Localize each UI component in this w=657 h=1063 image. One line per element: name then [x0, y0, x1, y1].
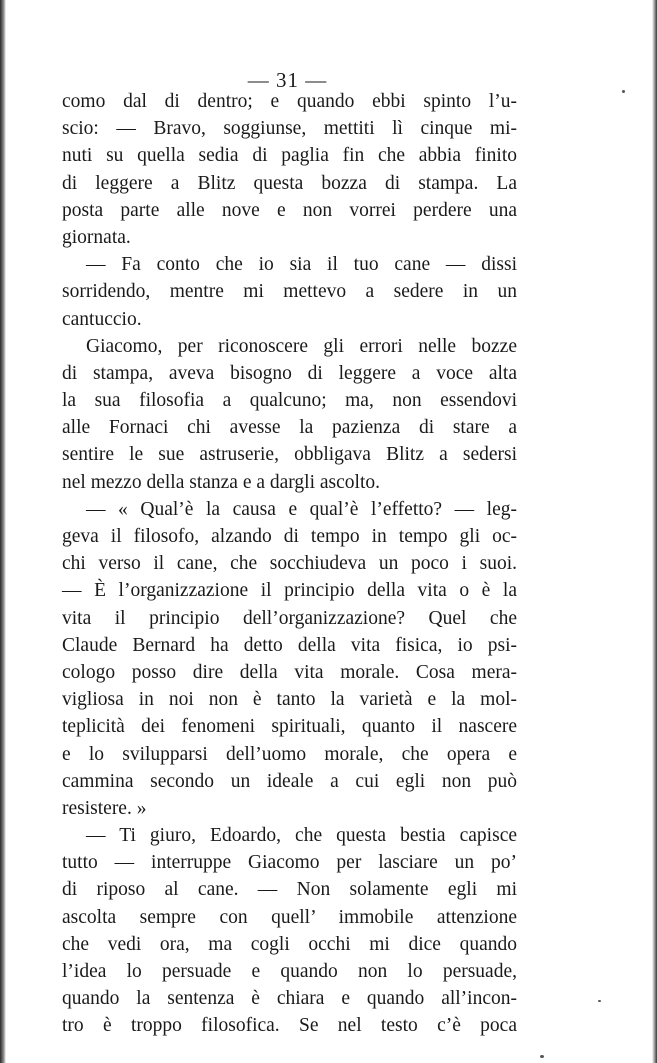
text-line: vita il principio dell’organizzazione? Quel che — [62, 607, 517, 629]
text-line: — « Qual’è la causa e qual’è l’effetto? — leg- — [86, 498, 517, 520]
text-line: teplicità dei fenomeni spirituali, quanto il nascere — [62, 716, 517, 738]
text-line: di stampa, aveva bisogno di leggere a voce alta — [62, 362, 517, 384]
page-edge-right — [652, 0, 657, 1063]
page-edge-left — [0, 0, 6, 1063]
text-line: Giacomo, per riconoscere gli errori nelle bozze — [86, 335, 517, 357]
text-line: ascolta sempre con quell’ immobile attenzione — [62, 906, 517, 928]
paper-speck — [540, 1055, 544, 1058]
text-line: cantuccio. — [62, 308, 142, 330]
page-number: — 31 — — [247, 68, 328, 92]
text-line: tro è troppo filosofica. Se nel testo c’è poca — [62, 1015, 517, 1037]
text-line: giornata. — [62, 226, 131, 248]
text-line: vigliosa in noi non è tanto la varietà e la mol- — [62, 689, 517, 711]
text-line: quando la sentenza è chiara e quando all’incon- — [62, 988, 517, 1010]
text-line: di riposo al cane. — Non solamente egli mi — [62, 879, 517, 901]
text-line: alle Fornaci chi avesse la pazienza di stare a — [62, 417, 517, 439]
text-line: scio: — Bravo, soggiunse, mettiti lì cinque mi- — [62, 118, 517, 140]
text-line: — Fa conto che io sia il tuo cane — dissi — [86, 254, 517, 276]
text-line: la sua filosofia a qualcuno; ma, non essendovi — [62, 390, 517, 412]
text-line: — È l’organizzazione il principio della vita o è la — [62, 580, 517, 602]
text-line: sentire le sue astruserie, obbligava Blitz a sedersi — [62, 444, 517, 466]
text-line: cammina secondo un ideale a cui egli non può — [62, 770, 517, 792]
paper-speck — [598, 1000, 601, 1002]
text-line: — Ti giuro, Edoardo, che questa bestia capisce — [86, 825, 517, 847]
text-line: nuti su quella sedia di paglia fin che abbia finito — [62, 145, 517, 167]
text-line: e lo svilupparsi dell’uomo morale, che opera e — [62, 743, 517, 765]
text-line: resistere. » — [62, 797, 147, 819]
text-line: di leggere a Blitz questa bozza di stampa. La — [62, 172, 517, 194]
text-line: nel mezzo della stanza e a dargli ascolto. — [62, 471, 380, 493]
text-line: Claude Bernard ha detto della vita fisica, io psi- — [62, 634, 517, 656]
text-line: tutto — interruppe Giacomo per lasciare un po’ — [62, 852, 517, 874]
text-line: che vedi ora, ma cogli occhi mi dice quando — [62, 933, 517, 955]
text-line: sorridendo, mentre mi mettevo a sedere in un — [62, 281, 517, 303]
text-line: cologo posso dire della vita morale. Cosa mera- — [62, 661, 517, 683]
text-line: como dal di dentro; e quando ebbi spinto l’u- — [62, 91, 517, 112]
paper-speck — [622, 90, 625, 93]
text-line: l’idea lo persuade e quando non lo persuade, — [62, 961, 517, 982]
text-line: chi verso il cane, che socchiudeva un poco i suoi. — [62, 553, 517, 575]
body-text — [62, 88, 517, 1040]
text-line: posta parte alle nove e non vorrei perdere una — [62, 199, 517, 221]
text-line: geva il filosofo, alzando di tempo in tempo gli oc- — [62, 526, 517, 547]
